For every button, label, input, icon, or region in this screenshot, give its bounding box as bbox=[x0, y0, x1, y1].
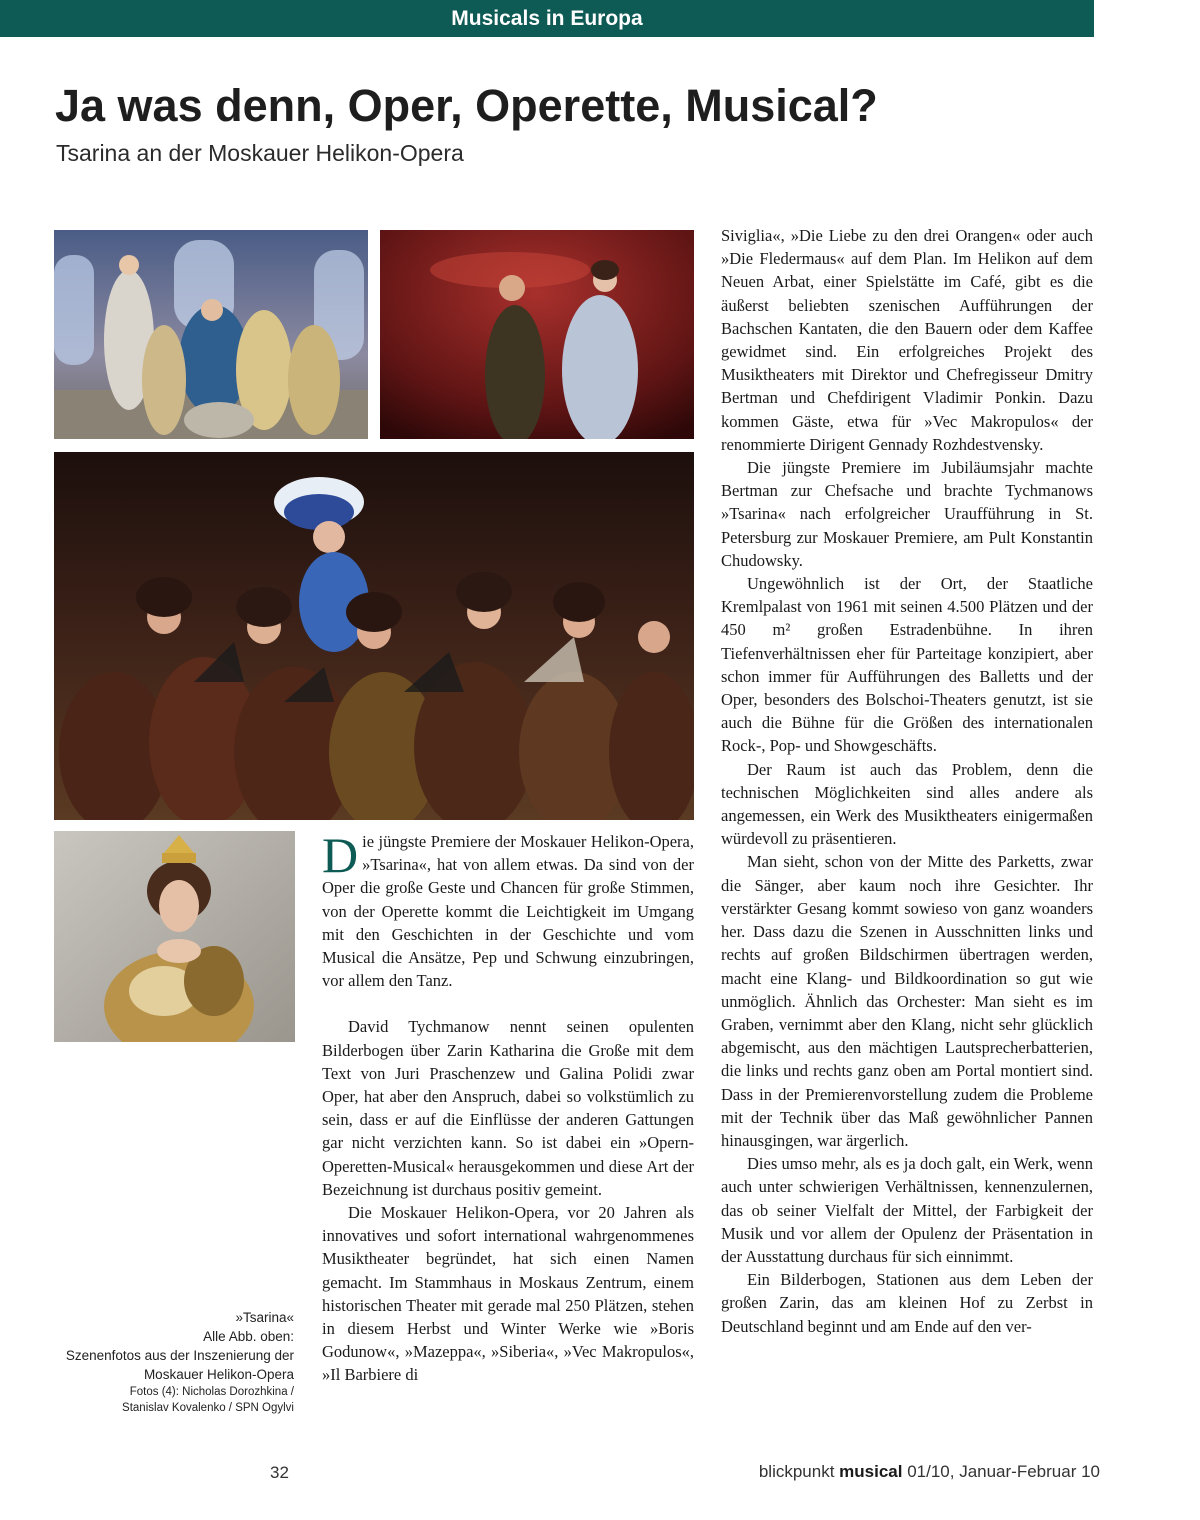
issue-info: 01/10, Januar-Februar 10 bbox=[902, 1462, 1100, 1481]
body-paragraph: Ein Bilderbogen, Stationen aus dem Leben der großen Zarin, das am kleinen Hof zu Zerbst in Deutschland beginnt und am Ende auf den ver- bbox=[721, 1270, 1093, 1336]
page-number: 32 bbox=[270, 1463, 289, 1482]
body-paragraph: Siviglia«, »Die Liebe zu den drei Orangen« oder auch »Die Fledermaus« auf dem Plan. Im Helikon auf dem Neuen Arbat, einer Spielstätte im Café, gibt es die äußerst beliebten szenischen Aufführungen der Bachschen Kantaten, die den Bauern oder dem Kaffee gewidmet sind. Ein erfolgreiches Projekt des Musiktheaters mit Direktor und Chefregisseur Dmitry Bertman und Chefdirigent Vladimir Ponkin. Dazu kommen Gäste, etwa für »Vec Makropulos« der renommierte Dirigent Gennady Rozhdestvensky. bbox=[721, 226, 1093, 454]
caption-line: »Tsarina« bbox=[235, 1310, 294, 1325]
photo-credit-line: Stanislav Kovalenko / SPN Ogylvi bbox=[122, 1402, 294, 1414]
section-header-bar bbox=[0, 0, 1094, 37]
body-paragraph: Die Moskauer Helikon-Opera, vor 20 Jahren als innovatives und sofort international wahrgenommenes Musiktheater begründet, hat sich einen Namen gemacht. Im Stammhaus in Moskaus Zentrum, einem historischen Theater mit gerade mal 250 Plätzen, stehen in diesem Herbst und Winter Werke wie »Boris Godunow«, »Mazeppa«, »Siberia«, »Vec Makropulos«, »Il Barbiere di bbox=[322, 1203, 694, 1385]
caption-line: Alle Abb. oben: bbox=[203, 1329, 294, 1344]
scene-photo-chorus bbox=[54, 452, 694, 820]
body-paragraph: Die jüngste Premiere im Jubiläumsjahr machte Bertman zur Chefsache und brachte Tychmanows »Tsarina« nach erfolgreicher Uraufführung in St. Petersburg zur Moskauer Premiere, am Pult Konstantin Chudowsky. bbox=[721, 458, 1093, 570]
tsarina-portrait-photo bbox=[54, 831, 295, 1042]
drop-cap: D bbox=[322, 827, 359, 883]
body-paragraph: Man sieht, schon von der Mitte des Parketts, zwar die Sänger, aber kaum noch ihre Gesichter. Ihr verstärkter Gesang kommt sowieso von ganz woanders her. Dass dazu die Szenen in Ausschnitten links und rechts auf großen Bildschirmen übertragen werden, macht eine Klang- und Bildkoordination so gut wie unmöglich. Ähnlich das Orchester: Man sieht es im Graben, vernimmt aber den Klang, nicht sehr glücklich abgemischt, aus den mächtigen Lautsprecherbatterien, die links und rechts ganz oben am Portal montiert sind. Dass in der Premierenvorstellung zudem die Probleme mit der Technik über das Maß gewöhnlicher Pannen hinausgingen, war ärgerlich. bbox=[721, 852, 1093, 1150]
scene-photo-couple bbox=[380, 230, 694, 439]
photo-credit-line: Fotos (4): Nicholas Dorozhkina / bbox=[129, 1386, 294, 1398]
body-paragraph: Der Raum ist auch das Problem, denn die technischen Möglichkeiten sind alles andere als angemessen, ein Werk des Musiktheaters einigermaßen würdevoll zu präsentieren. bbox=[721, 759, 1093, 849]
caption-line: Szenenfotos aus der Inszenierung der bbox=[65, 1348, 294, 1363]
article-column-right bbox=[721, 224, 1093, 1338]
body-paragraph: David Tychmanow nennt seinen opulenten Bilderbogen über Zarin Katharina die Große mit dem Text von Juri Praschenzew und Galina Polidi zwar Oper, hat aber den Anspruch, dabei so volkstümlich zu sein, dass er auf die Einflüsse der anderen Gattungen gar nicht verzichten kann. So ist dabei ein »Opern-Operetten-Musical« herausgekommen und diese Art der Bezeichnung ist durchaus positiv gemeint. bbox=[322, 1017, 694, 1199]
section-title: Musicals in Europa bbox=[451, 6, 643, 30]
intro-paragraph bbox=[322, 827, 694, 992]
publication-brand: musical bbox=[839, 1462, 903, 1481]
body-paragraph: Dies umso mehr, als es ja doch galt, ein Werk, wenn auch unter schwierigen Verhältnissen, kennenzulernen, das ob seiner Vielfalt der Mittel, der Farbigkeit der Musik und vor allem der Opulenz der Präsentation in der Ausstattung durchaus für sich einnimmt. bbox=[721, 1154, 1093, 1266]
article-column-middle bbox=[322, 827, 694, 1387]
photo-caption bbox=[40, 1308, 294, 1416]
intro-text: ie jüngste Premiere der Moskauer Helikon-Opera, »Tsarina«, hat von allem etwas. Da sind von der Oper die große Geste und Chancen für große Stimmen, von der Operette kommt die Leichtigkeit im Umgang mit den Geschichten in der Geschichte und vom Musical die Ansätze, Pep und Schwung einzubringen, vor allem den Tanz. bbox=[322, 832, 694, 991]
publication-prefix: blickpunkt bbox=[758, 1462, 840, 1481]
body-paragraph: Ungewöhnlich ist der Ort, der Staatliche Kremlpalast von 1961 mit seinen 4.500 Plätzen und der 450 m² großen Estradenbühne. In ihren Tiefenverhältnissen eher für Parteitage konzipiert, aber schon immer für Aufführungen des Balletts und der Oper, besonders des Bolschoi-Theaters genutzt, ist sie auch die Bühne für die Größen des internationalen Rock-, Pop- und Showgeschäfts. bbox=[721, 574, 1093, 756]
article-title: Ja was denn, Oper, Operette, Musical? bbox=[55, 80, 878, 131]
publication-footer bbox=[759, 1462, 1100, 1482]
caption-line: Moskauer Helikon-Opera bbox=[143, 1367, 294, 1382]
scene-photo-palace bbox=[54, 230, 368, 439]
article-subtitle: Tsarina an der Moskauer Helikon-Opera bbox=[56, 140, 464, 166]
